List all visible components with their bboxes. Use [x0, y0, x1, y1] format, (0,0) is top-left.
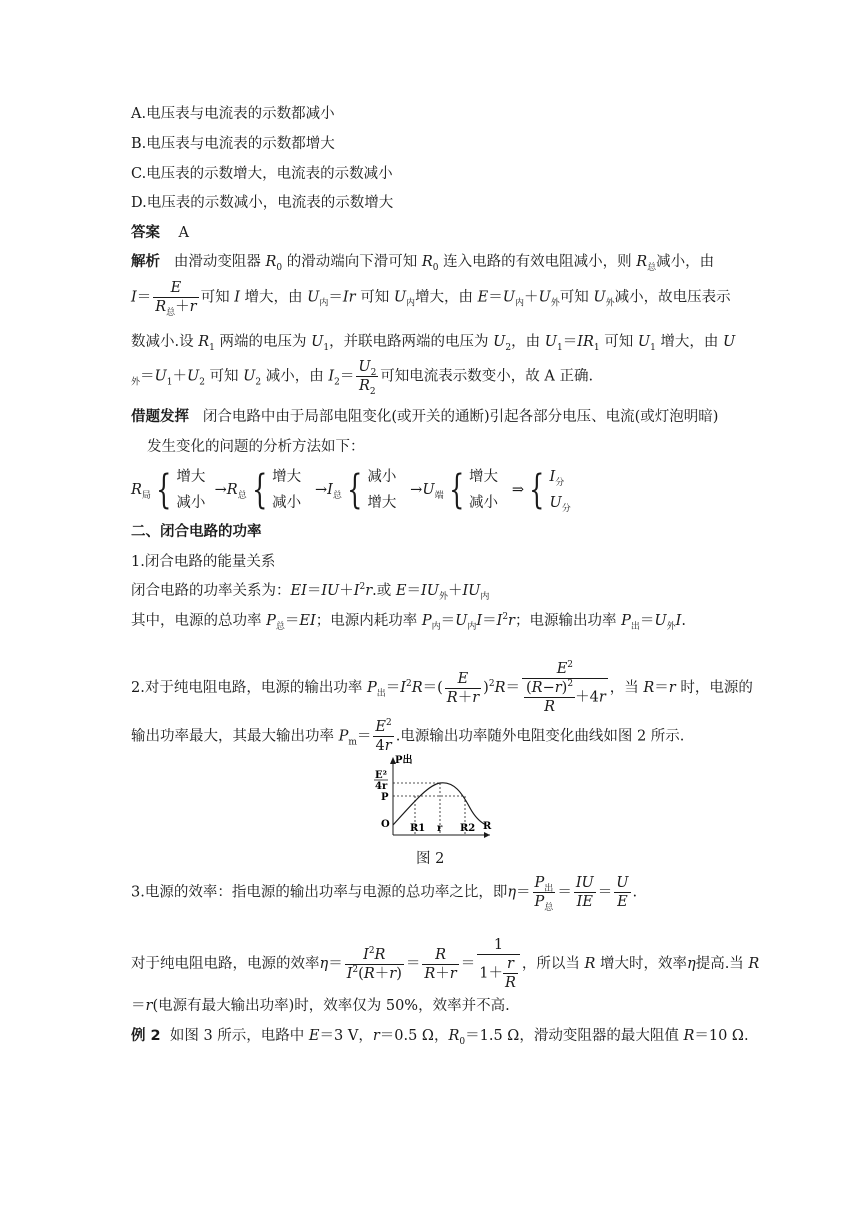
y-axis-label: P出 — [395, 755, 413, 766]
analysis-label: 解析 — [131, 254, 160, 270]
power-definitions: 其中，电源的总功率 $P_总=EI$；电源内耗功率 $P_内=U_内I=I^2r$；电源输出功率 $P_出=U_外I$. — [131, 612, 686, 632]
fraction-i2r: $\frac{I^2R}{I^2(R+r)}$ — [346, 945, 402, 982]
fraction-r-over-rr: $\frac{R}{R+r}$ — [424, 946, 457, 982]
analysis-line-2: I＝ $\frac{E}{R_总+r}$ 可知 I 增大，由 $U_内=Ir$ 可知 $U_内$增大，由 $E=U_内+U_外$可知 $U_外$减小，故电压表示 — [131, 280, 731, 318]
answer-value: A — [178, 225, 189, 241]
fraction-e-over-rr: $\frac{E}{R+r}$ — [446, 670, 480, 706]
analysis-line-4: $_外=U_1+U_2$ 可知 $U_2$ 减小，由 $I_2=$ $\frac{U_2}{R_2}$ 可知电流表示数变小，故 A 正确. — [131, 359, 594, 397]
x-r-label: r — [437, 823, 443, 834]
analysis-chain: $R_局$ { 增大 减小 $\to R_总$ { 增大 减小 $\to I_总$ { 减小 增大 $\to U_端$ { 增大 减小 ⇒ { $I_分$ $U_分$ — [131, 467, 571, 514]
figure-caption: 图 2 — [416, 851, 445, 867]
power-relation: 闭合电路的功率关系为：$EI=IU+I^2r$.或 $E=IU_外+IU_内$ — [131, 582, 490, 602]
analysis-line-1: 解析 由滑动变阻器 $R_0$ 的滑动端向下滑可知 $R_0$ 连入电路的有效电阻减小，则 $R_总$减小，由 — [131, 254, 715, 273]
option-b: B.电压表与电流表的示数都增大 — [131, 136, 335, 152]
fraction-max-power: $\frac{E^2}{4r}$ — [375, 718, 392, 754]
x-r1-label: R1 — [410, 823, 426, 834]
answer-label: 答案 — [131, 225, 160, 241]
tip-line-1 — [131, 407, 718, 427]
output-power-figure — [368, 753, 498, 845]
y-p-label: P — [381, 792, 389, 803]
item2-line-2: 输出功率最大，其最大输出功率 $P_m=$ $\frac{E^2}{4r}$ .电源输出功率随外电阻变化曲线如图 2 所示. — [131, 718, 685, 754]
y-max-denominator: 4r — [375, 781, 388, 792]
option-c: C.电压表的示数增大，电流表的示数减小 — [131, 166, 393, 182]
fraction-u-e: $\frac{U}{E}$ — [616, 875, 629, 910]
fraction-output-power: $E^2$ $\frac{(R-r)^2}{R}$ ＋4r — [522, 660, 608, 716]
fraction-i2: $\frac{U_2}{R_2}$ — [358, 359, 377, 397]
item3-line: 3.电源的效率：指电源的输出功率与电源的总功率之比，即η＝ $\frac{P_出}{P_总}$ ＝ $\frac{IU}{IE}$ ＝ $\frac{U}{E}$ . — [131, 875, 638, 913]
efficiency-conclusion: ＝r(电源有最大输出功率)时，效率仅为 50%，效率并不高. — [131, 998, 510, 1014]
example-line: 例 2 如图 3 所示，电路中 E＝3 V，r＝0.5 Ω，$R_0=1.5$ Ω，滑动变阻器的最大阻值 R＝10 Ω. — [131, 1028, 749, 1047]
answer-line — [131, 223, 189, 243]
fraction-current: $\frac{E}{R_总+r}$ — [155, 280, 197, 318]
fraction-one-over: 1 1＋ $\frac{r}{R}$ — [477, 936, 520, 992]
example-label: 例 2 — [131, 1028, 161, 1044]
pure-resistance-efficiency: 对于纯电阻电路，电源的效率η＝ $\frac{I^2R}{I^2(R+r)}$ ＝ $\frac{R}{R+r}$ ＝ 1 1＋ $\frac{r}{R}$ ，所以当 R 增大时，效率η提高.当 R — [131, 937, 760, 991]
x-axis-label: R — [483, 821, 492, 832]
fraction-iu-ie: $\frac{IU}{IE}$ — [575, 875, 594, 910]
y-max-numerator: E² — [375, 770, 388, 781]
fraction-efficiency: $\frac{P_出}{P_总}$ — [534, 875, 554, 913]
section-title: 二、闭合电路的功率 — [131, 524, 262, 540]
option-a: A.电压表与电流表的示数都减小 — [131, 106, 335, 122]
tip-line-2 — [147, 437, 365, 457]
tip-text-2: 发生变化的问题的分析方法如下： — [147, 439, 365, 455]
item2-line-1: 2.对于纯电阻电路，电源的输出功率 $P_出=I^2R=$( $\frac{E}{R+r}$ )$^2$R＝ $E^2$ $\frac{(R-r)^2}{R}$ ＋4r ，当 R＝r 时，电源的 — [131, 660, 753, 715]
origin-label: O — [381, 819, 390, 830]
analysis-line-3: 数减小.设 $R_1$ 两端的电压为 $U_1$，并联电路两端的电压为 $U_2$，由 $U_1=IR_1$ 可知 $U_1$ 增大，由 U — [131, 334, 736, 353]
x-r2-label: R2 — [460, 823, 476, 834]
option-d: D.电压表的示数减小，电流表的示数增大 — [131, 195, 394, 211]
tip-text-1: 闭合电路中由于局部电阻变化(或开关的通断)引起各部分电压、电流(或灯泡明暗) — [202, 409, 719, 425]
item1-title: 1.闭合电路的能量关系 — [131, 554, 276, 570]
tip-label: 借题发挥 — [131, 409, 189, 425]
